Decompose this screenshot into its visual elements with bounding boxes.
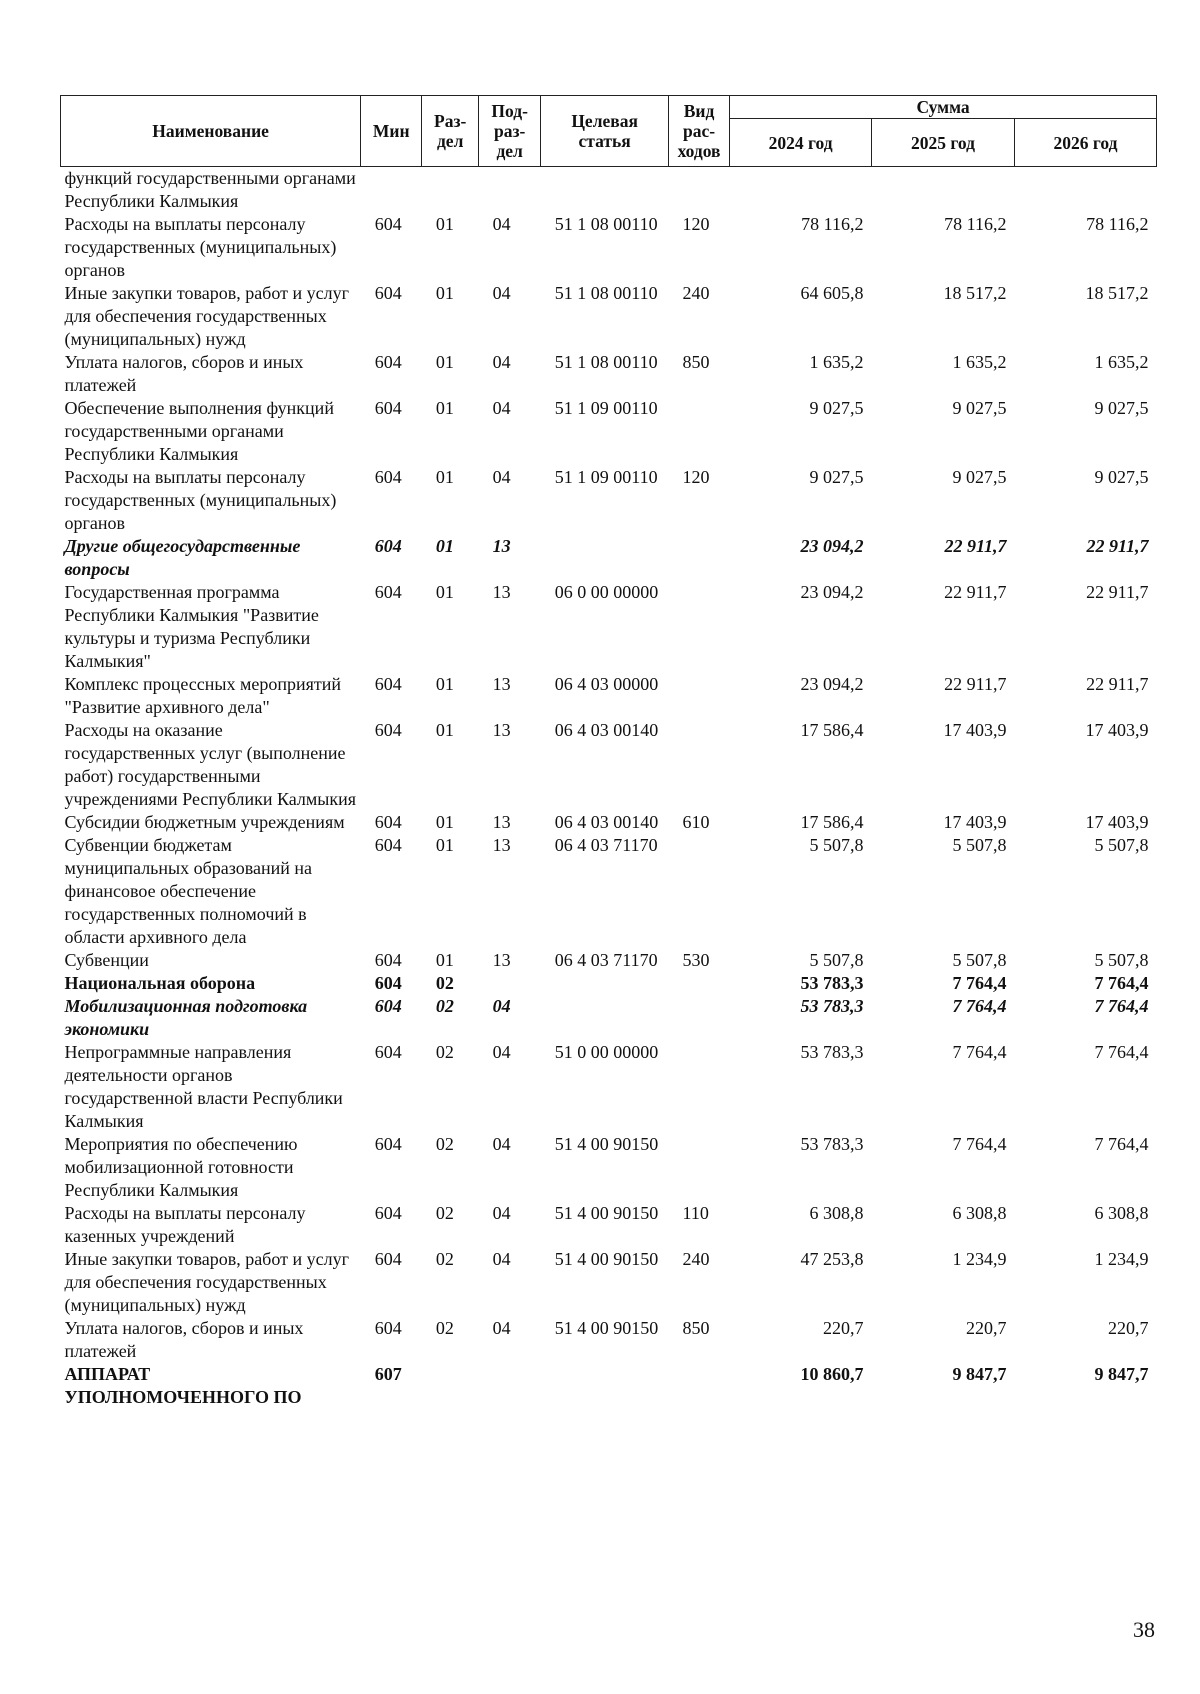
table-row [61, 581, 1157, 673]
cell-y2025: 17 403,9 [943, 812, 1007, 832]
cell-y2024 [730, 167, 872, 214]
cell-name: Комплекс процессных мероприятий "Развитие архивного дела" [64, 674, 342, 717]
header-summa: Сумма [730, 96, 1157, 119]
cell-vid [668, 972, 729, 995]
cell-podrazdel: 04 [492, 1042, 511, 1062]
cell-vid [668, 167, 729, 214]
cell-y2025: 7 764,4 [952, 1042, 1007, 1062]
cell-y2025: 17 403,9 [943, 720, 1007, 740]
cell-y2026 [1015, 167, 1157, 214]
cell-y2025: 9 847,7 [952, 1364, 1007, 1384]
cell-razdel: 01 [435, 720, 454, 740]
table-row [61, 972, 1157, 995]
cell-y2026: 7 764,4 [1094, 996, 1149, 1016]
cell-podrazdel: 04 [492, 467, 511, 487]
header-2026: 2026 год [1015, 119, 1157, 167]
cell-name: Расходы на выплаты персоналу государственных (муниципальных) органов [64, 467, 337, 533]
cell-vid: 850 [682, 352, 710, 372]
cell-podrazdel: 13 [492, 812, 511, 832]
table-row [61, 1248, 1157, 1317]
cell-celevaya: 51 4 00 90150 [554, 1318, 659, 1338]
cell-y2025: 1 635,2 [952, 352, 1007, 372]
cell-min: 604 [374, 1249, 402, 1269]
cell-name: Субвенции [64, 950, 149, 970]
cell-y2025: 78 116,2 [944, 214, 1007, 234]
cell-razdel: 01 [435, 812, 454, 832]
cell-podrazdel: 04 [492, 1203, 511, 1223]
cell-y2025: 1 234,9 [952, 1249, 1007, 1269]
cell-name: Мероприятия по обеспечению мобилизационной готовности Республики Калмыкия [64, 1134, 298, 1200]
table-row [61, 673, 1157, 719]
cell-name: Иные закупки товаров, работ и услуг для обеспечения государственных (муниципальных) нужд [64, 283, 349, 349]
cell-razdel: 01 [435, 214, 454, 234]
cell-podrazdel: 13 [492, 720, 511, 740]
cell-vid: 120 [682, 467, 710, 487]
cell-y2024: 1 635,2 [809, 352, 864, 372]
cell-celevaya: 06 0 00 00000 [554, 582, 659, 602]
cell-vid [668, 1133, 729, 1202]
cell-celevaya: 51 4 00 90150 [554, 1203, 659, 1223]
cell-y2024: 10 860,7 [800, 1364, 864, 1384]
table-row [61, 719, 1157, 811]
cell-y2025: 7 764,4 [952, 1134, 1007, 1154]
cell-celevaya: 06 4 03 71170 [554, 835, 658, 855]
cell-name: Субвенции бюджетам муниципальных образований на финансовое обеспечение государственных полномочий в области архивного дела [64, 835, 313, 947]
cell-y2024: 9 027,5 [809, 398, 864, 418]
cell-celevaya: 51 1 09 00110 [554, 398, 658, 418]
cell-y2025: 6 308,8 [952, 1203, 1007, 1223]
cell-y2026: 18 517,2 [1085, 283, 1149, 303]
table-row [61, 1202, 1157, 1248]
cell-y2024: 5 507,8 [809, 835, 864, 855]
cell-y2024: 23 094,2 [800, 674, 864, 694]
cell-podrazdel: 13 [492, 674, 511, 694]
cell-min: 604 [374, 467, 402, 487]
cell-celevaya: 51 1 08 00110 [554, 283, 658, 303]
cell-podrazdel: 13 [492, 950, 511, 970]
cell-y2025: 5 507,8 [952, 950, 1007, 970]
cell-razdel: 02 [435, 996, 454, 1016]
cell-y2026: 220,7 [1108, 1318, 1149, 1338]
cell-podrazdel: 04 [492, 1318, 511, 1338]
cell-celevaya: 06 4 03 00140 [554, 812, 659, 832]
cell-min: 604 [374, 950, 402, 970]
cell-min: 607 [374, 1364, 402, 1384]
cell-y2025: 9 027,5 [952, 467, 1007, 487]
cell-y2026: 9 847,7 [1094, 1364, 1149, 1384]
cell-y2026: 22 911,7 [1086, 582, 1149, 602]
cell-y2026: 22 911,7 [1086, 674, 1149, 694]
table-row [61, 535, 1157, 581]
cell-celevaya [541, 972, 669, 995]
cell-min: 604 [374, 996, 402, 1016]
cell-celevaya: 51 4 00 90150 [554, 1134, 659, 1154]
cell-y2024: 53 783,3 [800, 1042, 864, 1062]
cell-vid: 110 [682, 1203, 709, 1223]
cell-razdel: 02 [435, 973, 454, 993]
cell-y2024: 53 783,3 [800, 973, 864, 993]
cell-y2026: 7 764,4 [1094, 1042, 1149, 1062]
cell-y2024: 5 507,8 [809, 950, 864, 970]
cell-y2026: 6 308,8 [1094, 1203, 1149, 1223]
cell-min: 604 [374, 812, 402, 832]
cell-min: 604 [374, 1134, 402, 1154]
table-row [61, 1041, 1157, 1133]
cell-vid: 240 [682, 1249, 710, 1269]
cell-name: Расходы на выплаты персоналу казенных учреждений [64, 1203, 306, 1246]
cell-vid [668, 834, 729, 949]
cell-podrazdel: 13 [492, 582, 511, 602]
table-row [61, 811, 1157, 834]
cell-podrazdel: 04 [492, 283, 511, 303]
cell-name: Уплата налогов, сборов и иных платежей [64, 352, 304, 395]
cell-podrazdel: 04 [492, 214, 511, 234]
cell-name: Другие общегосударственные вопросы [64, 536, 301, 579]
cell-y2024: 78 116,2 [801, 214, 864, 234]
cell-min: 604 [374, 1042, 402, 1062]
cell-podrazdel: 04 [492, 1249, 511, 1269]
cell-min: 604 [374, 536, 402, 556]
cell-razdel: 01 [435, 283, 454, 303]
cell-y2025: 5 507,8 [952, 835, 1007, 855]
cell-celevaya: 06 4 03 00000 [554, 674, 659, 694]
cell-y2026: 5 507,8 [1094, 950, 1149, 970]
cell-y2026: 17 403,9 [1085, 720, 1149, 740]
cell-y2026: 9 027,5 [1094, 398, 1149, 418]
header-razdel: Раз- дел [422, 96, 479, 167]
cell-razdel: 01 [435, 835, 454, 855]
cell-min: 604 [374, 283, 402, 303]
cell-vid: 850 [682, 1318, 710, 1338]
cell-y2024: 53 783,3 [800, 1134, 864, 1154]
cell-y2025: 9 027,5 [952, 398, 1007, 418]
cell-y2025: 7 764,4 [952, 996, 1007, 1016]
cell-y2025 [872, 167, 1015, 214]
cell-razdel: 01 [435, 950, 454, 970]
cell-name: Мобилизационная подготовка экономики [64, 996, 308, 1039]
cell-celevaya [541, 1363, 669, 1409]
cell-podrazdel: 04 [492, 1134, 511, 1154]
cell-y2024: 23 094,2 [800, 582, 864, 602]
cell-vid: 120 [682, 214, 710, 234]
cell-celevaya: 51 1 08 00110 [554, 214, 658, 234]
cell-razdel: 01 [435, 467, 454, 487]
cell-razdel: 02 [435, 1042, 454, 1062]
cell-razdel: 02 [435, 1134, 454, 1154]
table-row [61, 949, 1157, 972]
cell-name: функций государственными органами Республики Калмыкия [64, 168, 356, 211]
cell-y2025: 22 911,7 [944, 536, 1007, 556]
cell-y2025: 18 517,2 [943, 283, 1007, 303]
cell-celevaya: 51 0 00 00000 [554, 1042, 659, 1062]
cell-y2026: 78 116,2 [1086, 214, 1149, 234]
table-header [61, 96, 1157, 167]
cell-celevaya: 51 1 08 00110 [554, 352, 658, 372]
cell-name: Национальная оборона [64, 973, 256, 993]
cell-y2026: 5 507,8 [1094, 835, 1149, 855]
cell-y2024: 220,7 [823, 1318, 864, 1338]
cell-name: Уплата налогов, сборов и иных платежей [64, 1318, 304, 1361]
cell-name: Обеспечение выполнения функций государственными органами Республики Калмыкия [64, 398, 334, 464]
table-row [61, 834, 1157, 949]
cell-y2024: 17 586,4 [800, 812, 864, 832]
cell-razdel: 01 [435, 674, 454, 694]
table-row [61, 397, 1157, 466]
cell-min: 604 [374, 720, 402, 740]
cell-vid [668, 995, 729, 1041]
cell-vid [668, 397, 729, 466]
cell-y2026: 9 027,5 [1094, 467, 1149, 487]
cell-vid: 530 [682, 950, 710, 970]
header-podrazdel: Под- раз- дел [479, 96, 541, 167]
cell-y2024: 17 586,4 [800, 720, 864, 740]
header-2024: 2024 год [730, 119, 872, 167]
cell-podrazdel [479, 1363, 541, 1409]
cell-min: 604 [374, 973, 402, 993]
cell-podrazdel: 04 [492, 398, 511, 418]
cell-min: 604 [374, 674, 402, 694]
cell-razdel: 01 [435, 582, 454, 602]
cell-vid [668, 719, 729, 811]
table-row [61, 1363, 1157, 1409]
cell-y2025: 7 764,4 [952, 973, 1007, 993]
cell-min: 604 [374, 582, 402, 602]
cell-y2026: 1 635,2 [1094, 352, 1149, 372]
cell-razdel: 02 [435, 1203, 454, 1223]
cell-name: Расходы на оказание государственных услуг (выполнение работ) государственными учреждениями Республики Калмыкия [64, 720, 357, 809]
cell-celevaya [541, 995, 669, 1041]
cell-razdel [422, 167, 479, 214]
header-vid: Вид рас- ходов [668, 96, 729, 167]
cell-podrazdel: 04 [492, 996, 511, 1016]
table-row [61, 213, 1157, 282]
cell-razdel: 01 [435, 398, 454, 418]
cell-y2026: 17 403,9 [1085, 812, 1149, 832]
cell-vid [668, 673, 729, 719]
table-row [61, 466, 1157, 535]
cell-podrazdel: 13 [492, 536, 511, 556]
cell-y2024: 64 605,8 [800, 283, 864, 303]
cell-celevaya [541, 535, 669, 581]
cell-celevaya: 51 4 00 90150 [554, 1249, 659, 1269]
cell-y2024: 53 783,3 [800, 996, 864, 1016]
cell-vid [668, 535, 729, 581]
cell-y2025: 22 911,7 [944, 674, 1007, 694]
cell-celevaya: 06 4 03 00140 [554, 720, 659, 740]
cell-name: Расходы на выплаты персоналу государственных (муниципальных) органов [64, 214, 337, 280]
table-row [61, 995, 1157, 1041]
cell-name: Субсидии бюджетным учреждениям [64, 812, 345, 832]
cell-celevaya: 06 4 03 71170 [554, 950, 658, 970]
cell-min: 604 [374, 398, 402, 418]
budget-table [60, 95, 1157, 1409]
cell-vid: 610 [682, 812, 710, 832]
cell-vid [668, 581, 729, 673]
cell-min [361, 167, 422, 214]
table-row [61, 167, 1157, 214]
cell-podrazdel: 13 [492, 835, 511, 855]
cell-y2024: 6 308,8 [809, 1203, 864, 1223]
cell-celevaya [541, 167, 669, 214]
cell-celevaya: 51 1 09 00110 [554, 467, 658, 487]
table-row [61, 351, 1157, 397]
page-number: 38 [1133, 1617, 1155, 1642]
cell-min: 604 [374, 835, 402, 855]
cell-y2025: 22 911,7 [944, 582, 1007, 602]
table-row [61, 1317, 1157, 1363]
cell-vid [668, 1041, 729, 1133]
cell-name: АППАРАТ УПОЛНОМОЧЕННОГО ПО [64, 1364, 302, 1407]
cell-min: 604 [374, 214, 402, 234]
header-celevaya: Целевая статья [541, 96, 669, 167]
cell-podrazdel: 04 [492, 352, 511, 372]
cell-y2025: 220,7 [966, 1318, 1007, 1338]
cell-vid [668, 1363, 729, 1409]
cell-razdel: 02 [435, 1249, 454, 1269]
cell-y2024: 47 253,8 [800, 1249, 864, 1269]
cell-razdel: 01 [435, 352, 454, 372]
cell-y2026: 7 764,4 [1094, 973, 1149, 993]
cell-razdel: 01 [435, 536, 454, 556]
table-body [61, 167, 1157, 1410]
cell-podrazdel [479, 167, 541, 214]
header-name: Наименование [61, 96, 361, 167]
cell-vid: 240 [682, 283, 710, 303]
cell-podrazdel [479, 972, 541, 995]
cell-y2024: 9 027,5 [809, 467, 864, 487]
cell-name: Иные закупки товаров, работ и услуг для обеспечения государственных (муниципальных) нужд [64, 1249, 349, 1315]
cell-name: Государственная программа Республики Калмыкия "Развитие культуры и туризма Республики Калмыкия" [64, 582, 319, 671]
cell-name: Непрограммные направления деятельности органов государственной власти Республики Калмыкия [64, 1042, 343, 1131]
cell-min: 604 [374, 352, 402, 372]
cell-min: 604 [374, 1203, 402, 1223]
cell-y2026: 7 764,4 [1094, 1134, 1149, 1154]
cell-y2024: 23 094,2 [800, 536, 864, 556]
header-2025: 2025 год [872, 119, 1015, 167]
header-min: Мин [361, 96, 422, 167]
cell-min: 604 [374, 1318, 402, 1338]
cell-razdel: 02 [435, 1318, 454, 1338]
cell-y2026: 22 911,7 [1086, 536, 1149, 556]
table-row [61, 282, 1157, 351]
cell-y2026: 1 234,9 [1094, 1249, 1149, 1269]
cell-razdel [422, 1363, 479, 1409]
table-row [61, 1133, 1157, 1202]
